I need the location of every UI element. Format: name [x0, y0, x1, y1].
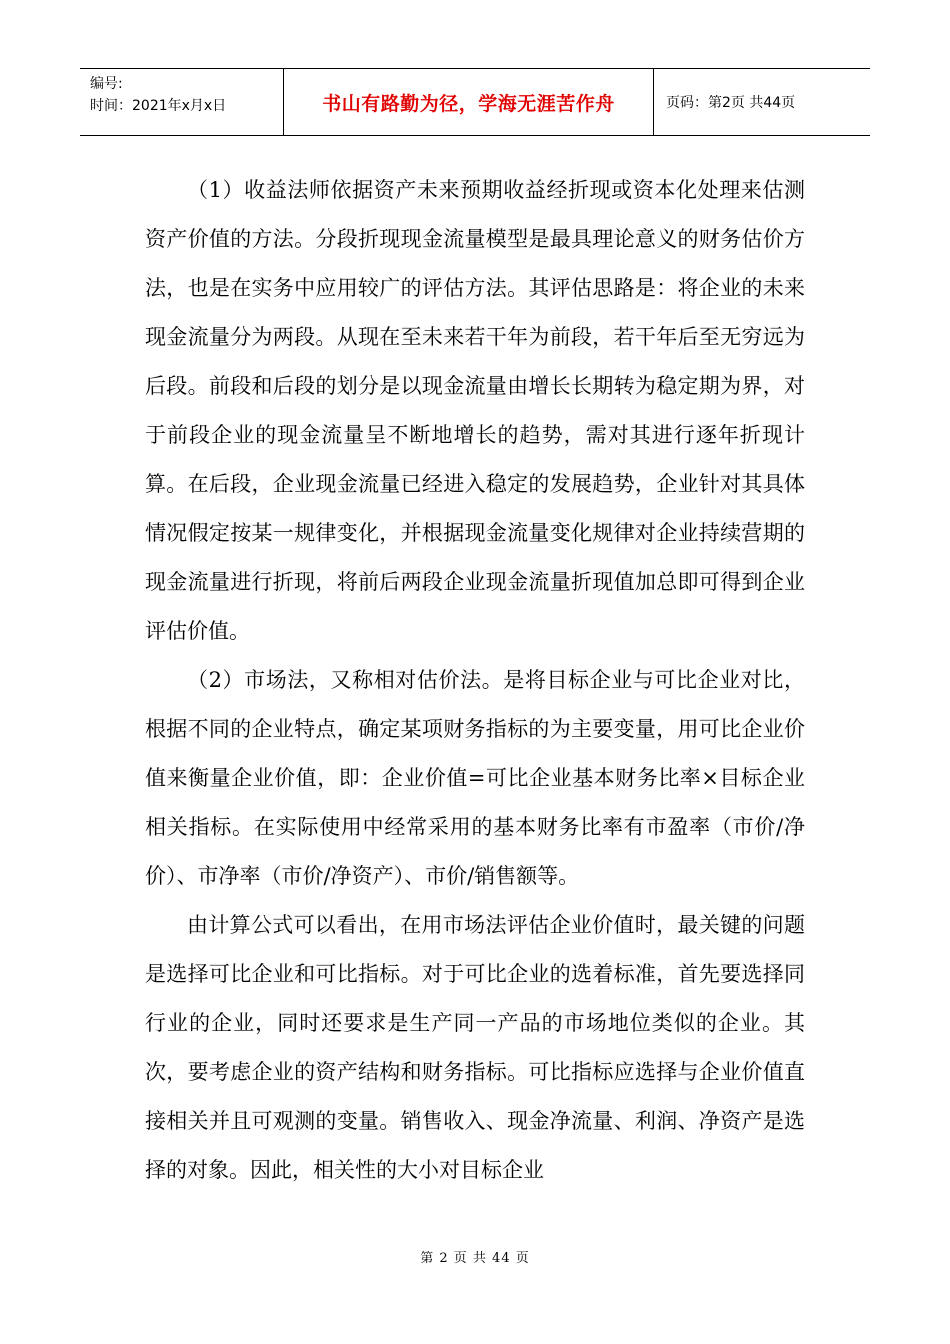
header-motto: 书山有路勤为径，学海无涯苦作舟 [284, 69, 654, 135]
page-footer: 第 2 页 共 44 页 [420, 1251, 530, 1266]
document-body [145, 166, 805, 1195]
body-paragraph-2: （2）市场法，又称相对估价法。是将目标企业与可比企业对比，根据不同的企业特点，确定某项财务指标的为主要变量，用可比企业价值来衡量企业价值，即：企业价值=可比企业基本财务比率×目标企业相关指标。在实际使用中经常采用的基本财务比率有市盈率（市价/净价）、市净率（市价/净资产）、市价/销售额等。 [145, 668, 805, 888]
header-page-info: 页码：第2页 共44页 [666, 95, 796, 111]
document-header [80, 68, 870, 136]
document-number-label: 编号: [90, 76, 123, 92]
header-meta-cell [80, 69, 284, 135]
body-paragraph-1: （1）收益法师依据资产未来预期收益经折现或资本化处理来估测资产价值的方法。分段折现现金流量模型是最具理论意义的财务估价方法，也是在实务中应用较广的评估方法。其评估思路是：将企业的未来现金流量分为两段。从现在至未来若干年为前段，若干年后至无穷远为后段。前段和后段的划分是以现金流量由增长长期转为稳定期为界，对于前段企业的现金流量呈不断地增长的趋势，需对其进行逐年折现计算。在后段，企业现金流量已经进入稳定的发展趋势，企业针对其具体情况假定按某一规律变化，并根据现金流量变化规律对企业持续营期的现金流量进行折现，将前后两段企业现金流量折现值加总即可得到企业评估价值。 [145, 178, 805, 643]
document-date-label: 时间：2021年x月x日 [90, 98, 227, 114]
body-paragraph-3: 由计算公式可以看出，在用市场法评估企业价值时，最关键的问题是选择可比企业和可比指标。对于可比企业的选着标准，首先要选择同行业的企业，同时还要求是生产同一产品的市场地位类似的企业。其次，要考虑企业的资产结构和财务指标。可比指标应选择与企业价值直接相关并且可观测的变量。销售收入、现金净流量、利润、净资产是选择的对象。因此，相关性的大小对目标企业 [145, 913, 805, 1182]
